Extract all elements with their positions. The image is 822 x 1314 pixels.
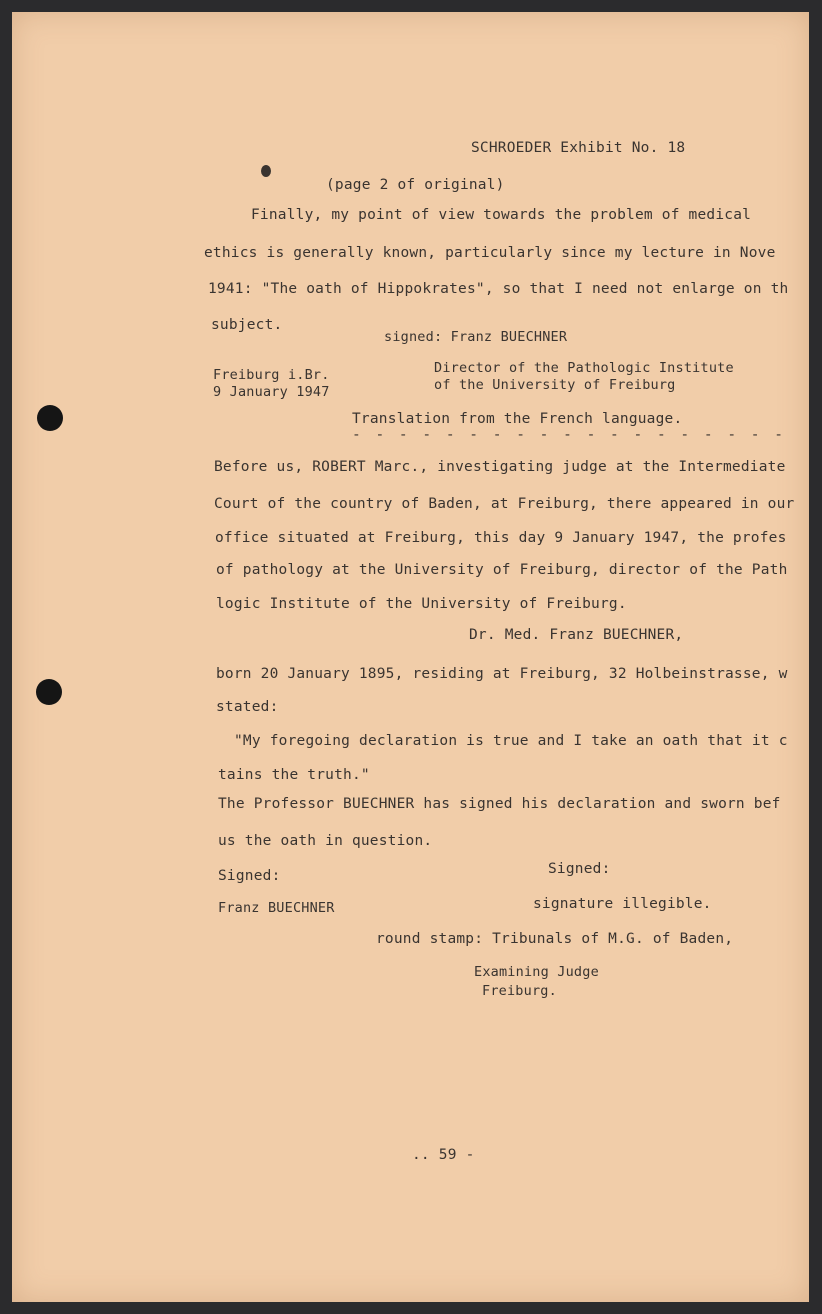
quote-line-2: tains the truth." [218,767,370,783]
document-page [12,12,809,1302]
separator-dashes: - - - - - - - - - - - - - - - - - - - [352,427,787,443]
page-note: (page 2 of original) [326,177,505,193]
body2-line-3: office situated at Freiburg, this day 9 January 1947, the profes [215,530,787,546]
body2-line-4: of pathology at the University of Freiburg, director of the Path [216,562,788,578]
body2-line-5: logic Institute of the University of Freiburg. [216,596,627,612]
translation-note: Translation from the French language. [352,411,683,427]
signed-right-name: signature illegible. [533,896,712,912]
signature-place: Freiburg i.Br. [213,367,330,383]
body1-line-2: ethics is generally known, particularly since my lecture in Nove [204,245,776,261]
signed-left-label: Signed: [218,868,281,884]
body2-line-1: Before us, ROBERT Marc., investigating judge at the Intermediate [214,459,786,475]
body1-line-4: subject. [211,317,283,333]
closing-line-2: us the oath in question. [218,833,433,849]
body2-line-2: Court of the country of Baden, at Freiburg, there appeared in our [214,496,795,512]
stamp-line-2: Examining Judge [474,964,599,980]
signed-left-name: Franz BUECHNER [218,900,335,916]
signature-title-2: of the University of Freiburg [434,377,676,393]
signature-title-1: Director of the Pathologic Institute [434,360,734,376]
born-line: born 20 January 1895, residing at Freiburg, 32 Holbeinstrasse, w [216,666,788,682]
body1-line-3: 1941: "The oath of Hippokrates", so that I need not enlarge on th [208,281,789,297]
punch-hole-top [37,405,63,431]
stamp-line-3: Freiburg. [482,983,557,999]
quote-line-1: "My foregoing declaration is true and I take an oath that it c [234,733,788,749]
signed-right-label: Signed: [548,861,611,877]
punch-hole-bottom [36,679,62,705]
stated-line: stated: [216,699,279,715]
closing-line-1: The Professor BUECHNER has signed his declaration and sworn bef [218,796,781,812]
signature-date: 9 January 1947 [213,384,330,400]
signed-buechner: signed: Franz BUECHNER [384,329,568,345]
exhibit-label: SCHROEDER Exhibit No. 18 [471,140,686,156]
page-number: .. 59 - [412,1147,475,1163]
stamp-line-1: round stamp: Tribunals of M.G. of Baden, [376,931,734,947]
body1-line-1: Finally, my point of view towards the problem of medical [251,207,752,223]
name-line: Dr. Med. Franz BUECHNER, [469,627,684,643]
ink-blot [261,165,271,177]
